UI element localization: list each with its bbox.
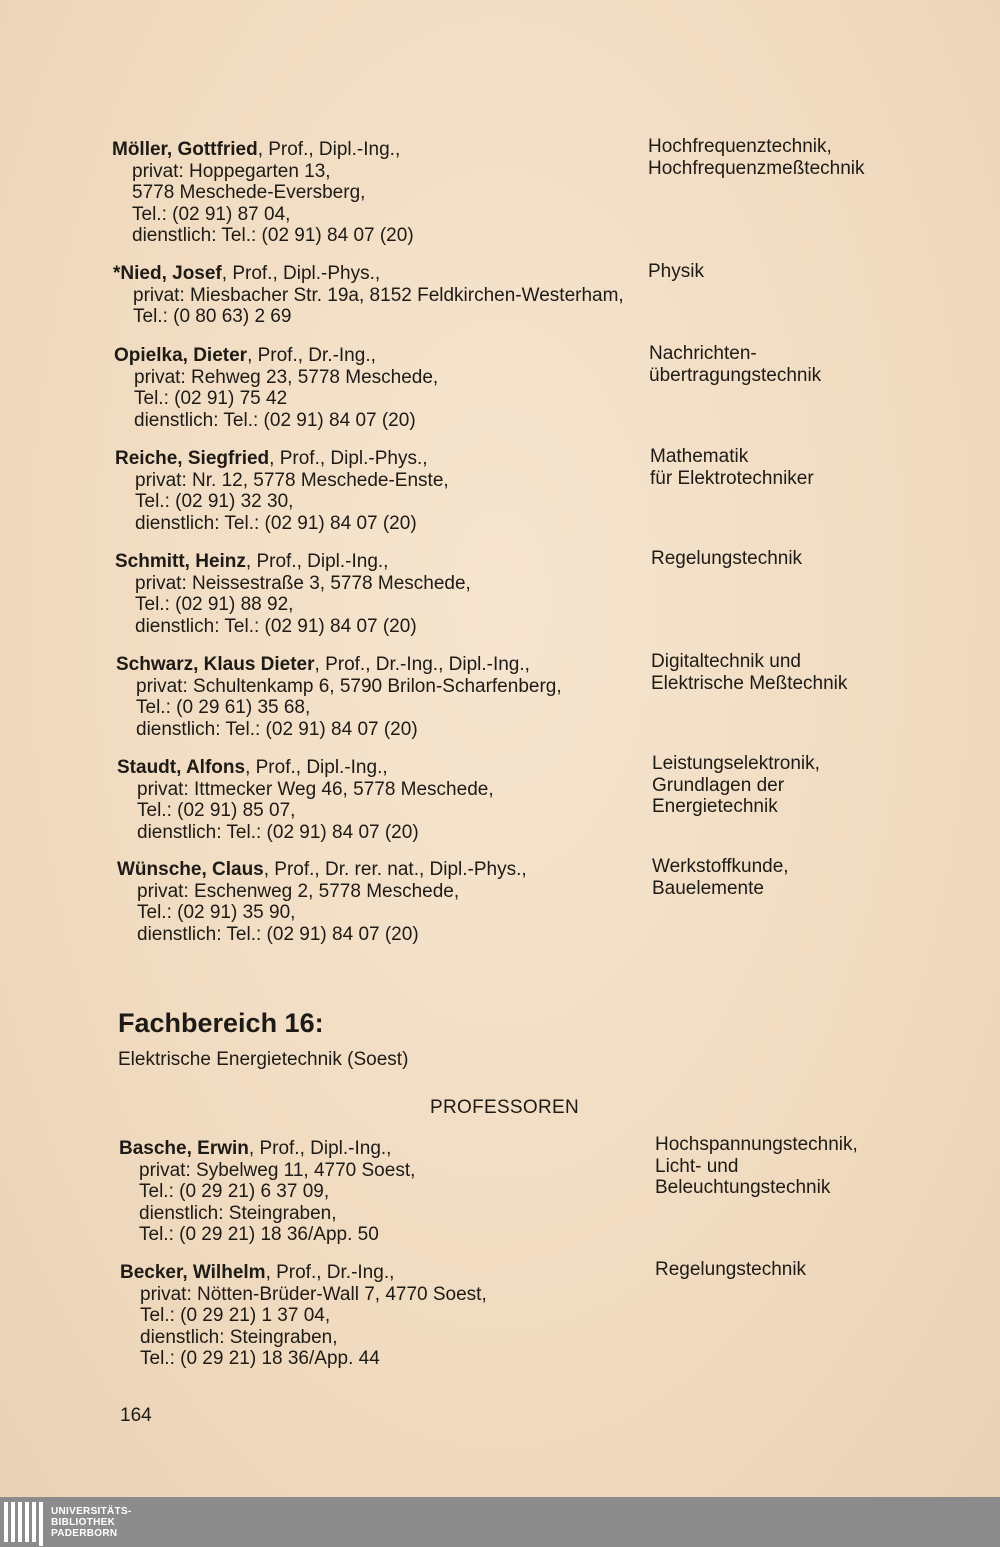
- entry-titles: , Prof., Dipl.-Ing.,: [245, 551, 389, 572]
- entry-name: Staudt, Alfons: [117, 757, 246, 778]
- entry-becker: [120, 1262, 487, 1370]
- entry-staudt: [117, 757, 494, 843]
- subject-opielka: [649, 343, 821, 386]
- entry-detail: privat: Rehweg 23, 5778 Meschede,: [134, 366, 439, 388]
- entry-name: Opielka, Dieter: [114, 345, 248, 366]
- entry-detail: dienstlich: Tel.: (02 91) 84 07 (20): [135, 615, 417, 637]
- entry-detail: dienstlich: Steingraben,: [140, 1326, 338, 1348]
- entry-opielka: [114, 345, 438, 431]
- entry-detail: privat: Miesbacher Str. 19a, 8152 Feldkirchen-Westerham,: [133, 284, 624, 306]
- subject-basche: [655, 1134, 858, 1199]
- entry-detail: privat: Ittmecker Weg 46, 5778 Meschede,: [137, 778, 494, 800]
- entry-name: Schmitt, Heinz: [115, 551, 246, 572]
- entry-moeller: [112, 139, 414, 247]
- entry-detail: Tel.: (02 91) 75 42: [134, 388, 288, 409]
- subject-reiche: [650, 446, 814, 489]
- entry-name: *Nied, Josef: [113, 263, 222, 284]
- subject-wuensche: [652, 856, 789, 899]
- subject-line: Beleuchtungstechnik: [655, 1177, 831, 1198]
- entry-detail: Tel.: (02 91) 87 04,: [132, 203, 291, 225]
- subject-staudt: [652, 753, 820, 818]
- entry-basche: [119, 1138, 415, 1246]
- subject-schmitt: [651, 548, 802, 570]
- logo-line: PADERBORN: [51, 1527, 118, 1539]
- page-number: 164: [120, 1405, 152, 1426]
- entry-detail: dienstlich: Tel.: (02 91) 84 07 (20): [135, 512, 417, 534]
- subject-line: Licht- und: [655, 1155, 739, 1177]
- professors-heading: PROFESSOREN: [430, 1097, 579, 1118]
- entry-wuensche: [117, 859, 527, 945]
- entry-detail: privat: Neissestraße 3, 5778 Meschede,: [135, 572, 471, 594]
- section-subtitle: Elektrische Energietechnik (Soest): [118, 1049, 409, 1070]
- entry-titles: , Prof., Dipl.-Phys.,: [221, 263, 381, 284]
- subject-line: Leistungselektronik,: [652, 753, 820, 774]
- entry-detail: Tel.: (0 29 21) 18 36/App. 50: [139, 1224, 379, 1245]
- subject-becker: [655, 1259, 806, 1281]
- subject-line: Regelungstechnik: [655, 1259, 807, 1280]
- entry-detail: Tel.: (0 29 21) 6 37 09,: [139, 1181, 330, 1202]
- logo-bars-icon: [4, 1502, 43, 1542]
- subject-line: Bauelemente: [652, 877, 764, 899]
- entry-name: Basche, Erwin: [119, 1138, 249, 1159]
- entry-detail: Tel.: (02 91) 88 92,: [135, 594, 294, 615]
- subject-line: Mathematik: [650, 446, 749, 467]
- entry-name: Reiche, Siegfried: [115, 448, 270, 469]
- subject-line: Hochspannungstechnik,: [655, 1134, 858, 1155]
- entry-titles: , Prof., Dr. rer. nat., Dipl.-Phys.,: [263, 859, 527, 880]
- subject-line: Hochfrequenztechnik,: [648, 136, 832, 157]
- subject-moeller: [648, 136, 865, 179]
- logo-line: BIBLIOTHEK: [51, 1516, 116, 1528]
- entry-detail: Tel.: (0 29 61) 35 68,: [136, 697, 311, 718]
- entry-titles: , Prof., Dipl.-Ing.,: [257, 139, 401, 160]
- entry-detail: privat: Nötten-Brüder-Wall 7, 4770 Soest,: [140, 1283, 487, 1305]
- subject-line: für Elektrotechniker: [650, 467, 814, 489]
- entry-detail: Tel.: (02 91) 32 30,: [135, 491, 294, 512]
- subject-line: Hochfrequenzmeßtechnik: [648, 157, 865, 179]
- subject-line: Physik: [648, 261, 704, 282]
- subject-line: übertragungstechnik: [649, 364, 822, 386]
- entry-detail: Tel.: (0 80 63) 2 69: [133, 306, 292, 327]
- subject-line: Werkstoffkunde,: [652, 856, 789, 877]
- subject-line: Grundlagen der: [652, 774, 785, 796]
- entry-detail: privat: Eschenweg 2, 5778 Meschede,: [137, 880, 460, 902]
- subject-schwarz: [651, 651, 847, 694]
- entry-titles: , Prof., Dr.-Ing., Dipl.-Ing.,: [314, 654, 530, 675]
- entry-detail: dienstlich: Tel.: (02 91) 84 07 (20): [134, 409, 416, 431]
- entry-titles: , Prof., Dr.-Ing.,: [247, 345, 376, 366]
- entry-detail: privat: Schultenkamp 6, 5790 Brilon-Scharfenberg,: [136, 675, 562, 697]
- entry-titles: , Prof., Dipl.-Ing.,: [245, 757, 388, 778]
- library-logo: [4, 1501, 132, 1543]
- entry-name: Möller, Gottfried: [112, 139, 258, 160]
- footer-bar: [0, 1497, 1000, 1547]
- entry-detail: dienstlich: Tel.: (02 91) 84 07 (20): [137, 821, 419, 843]
- entry-detail: Tel.: (0 29 21) 18 36/App. 44: [140, 1348, 380, 1369]
- entry-detail: privat: Sybelweg 11, 4770 Soest,: [139, 1159, 416, 1181]
- subject-line: Nachrichten-: [649, 343, 757, 364]
- section-title: Fachbereich 16:: [118, 1008, 324, 1038]
- subject-nied: [648, 261, 704, 283]
- subject-line: Energietechnik: [652, 796, 778, 817]
- entry-titles: , Prof., Dipl.-Ing.,: [248, 1138, 392, 1159]
- entry-detail: Tel.: (0 29 21) 1 37 04,: [140, 1305, 331, 1326]
- entry-titles: , Prof., Dr.-Ing.,: [265, 1262, 395, 1283]
- entry-detail: Tel.: (02 91) 35 90,: [137, 902, 296, 923]
- entry-name: Schwarz, Klaus Dieter: [116, 654, 315, 675]
- subject-line: Regelungstechnik: [651, 548, 803, 569]
- entry-schmitt: [115, 551, 471, 637]
- entry-name: Wünsche, Claus: [117, 859, 264, 880]
- entry-detail: 5778 Meschede-Eversberg,: [132, 182, 366, 203]
- entry-detail: dienstlich: Tel.: (02 91) 84 07 (20): [132, 225, 414, 246]
- subject-line: Digitaltechnik und: [651, 651, 801, 672]
- entry-nied: [113, 263, 624, 328]
- entry-detail: privat: Hoppegarten 13,: [132, 160, 331, 182]
- entry-detail: privat: Nr. 12, 5778 Meschede-Enste,: [135, 469, 449, 491]
- entry-schwarz: [116, 654, 562, 740]
- entry-reiche: [115, 448, 449, 534]
- entry-detail: dienstlich: Steingraben,: [139, 1202, 337, 1224]
- entry-name: Becker, Wilhelm: [120, 1262, 266, 1283]
- subject-line: Elektrische Meßtechnik: [651, 672, 848, 694]
- entry-detail: dienstlich: Tel.: (02 91) 84 07 (20): [136, 718, 418, 740]
- logo-line: UNIVERSITÄTS-: [51, 1505, 132, 1517]
- entry-detail: Tel.: (02 91) 85 07,: [137, 800, 296, 821]
- entry-detail: dienstlich: Tel.: (02 91) 84 07 (20): [137, 923, 419, 945]
- logo-text: [51, 1506, 132, 1539]
- entry-titles: , Prof., Dipl.-Phys.,: [269, 448, 428, 469]
